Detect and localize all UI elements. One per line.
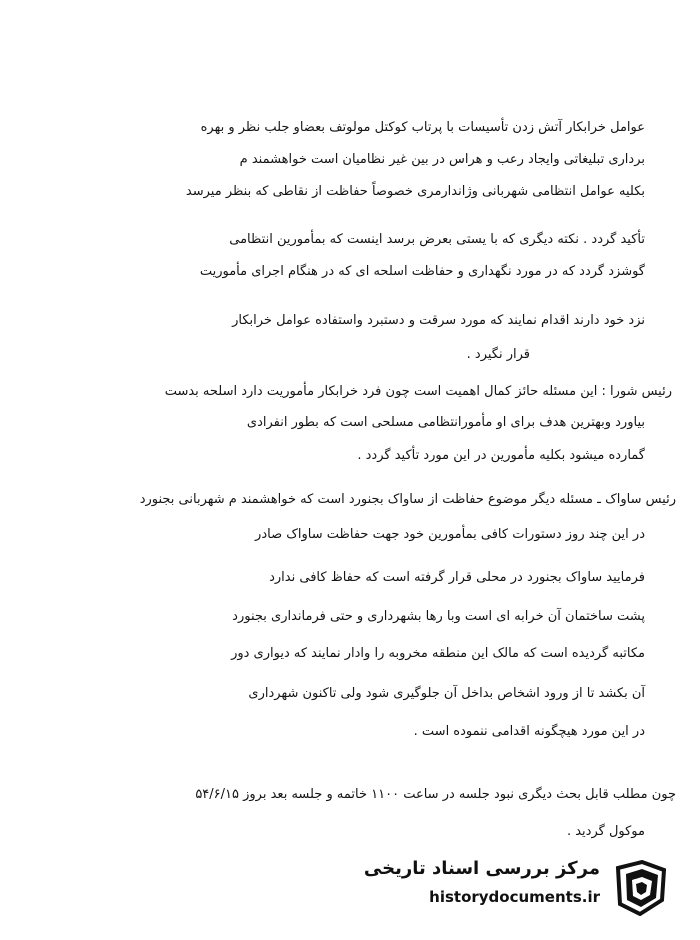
text-line: گمارده میشود بکلیه مأمورین در این مورد تأکید گردد .: [357, 448, 645, 463]
text-line: تأکید گردد . نکته دیگری که با یستی بعرض برسد اینست که بمأمورین انتظامی: [229, 232, 645, 247]
text-line: رئیس شورا : این مسئله حائز کمال اهمیت است چون فرد خرابکار مأموریت دارد اسلحه بدست: [164, 384, 672, 399]
text-line: گوشزد گردد که در مورد نگهداری و حفاظت اسلحه ای که در هنگام اجرای مأموریت: [199, 264, 645, 279]
text-line: رئیس ساواک ـ مسئله دیگر موضوع حفاظت از ساواک بجنورد است که خواهشمند م شهربانی بجنورد: [139, 492, 676, 507]
text-line: مکاتبه گردیده است که مالک این منطقه مخروبه را وادار نمایند که دیواری دور: [231, 646, 645, 661]
archive-url: historydocuments.ir: [429, 888, 600, 906]
text-line: پشت ساختمان آن خرابه ای است وبا رها بشهرداری و حتی فرمانداری بجنورد: [232, 609, 645, 624]
text-line: فرمایید ساواک بجنورد در محلی قرار گرفته است که حفاظ کافی ندارد: [269, 570, 645, 585]
archive-name: مرکز بررسی اسناد تاریخی: [363, 858, 600, 879]
text-line: بیاورد وبهترین هدف برای او مأمورانتظامی مسلحی است که بطور انفرادی: [246, 415, 645, 430]
text-line: چون مطلب قابل بحث دیگری نبود جلسه در ساعت ۱۱۰۰ خاتمه و جلسه بعد بروز ۵۴/۶/۱۵: [195, 787, 676, 802]
text-line: موکول گردید .: [566, 824, 645, 839]
text-line: آن بکشد تا از ورود اشخاص بداخل آن جلوگیری شود ولی تاکنون شهرداری: [248, 686, 645, 701]
book-shield-logo-icon: [612, 860, 670, 916]
text-line: عوامل خرابکار آتش زدن تأسیسات با پرتاب کوکتل مولوتف بعضاو جلب نظر و بهره: [200, 120, 645, 135]
text-line: در این مورد هیچگونه اقدامی ننموده است .: [413, 724, 645, 739]
text-line: قرار نگیرد .: [466, 347, 530, 362]
text-line: برداری تبلیغاتی وایجاد رعب و هراس در بین غیر نظامیان است خواهشمند م: [239, 152, 645, 167]
text-line: بکلیه عوامل انتظامی شهربانی وژاندارمری خصوصاً حفاظت از نقاطی که بنظر میرسد: [185, 184, 645, 199]
watermark-footer: [363, 858, 670, 918]
text-line: نزد خود دارند اقدام نمایند که مورد سرقت و دستبرد واستفاده عوامل خرابکار: [232, 313, 645, 328]
text-line: در این چند روز دستورات کافی بمأمورین خود جهت حفاظت ساواک صادر: [255, 527, 645, 542]
